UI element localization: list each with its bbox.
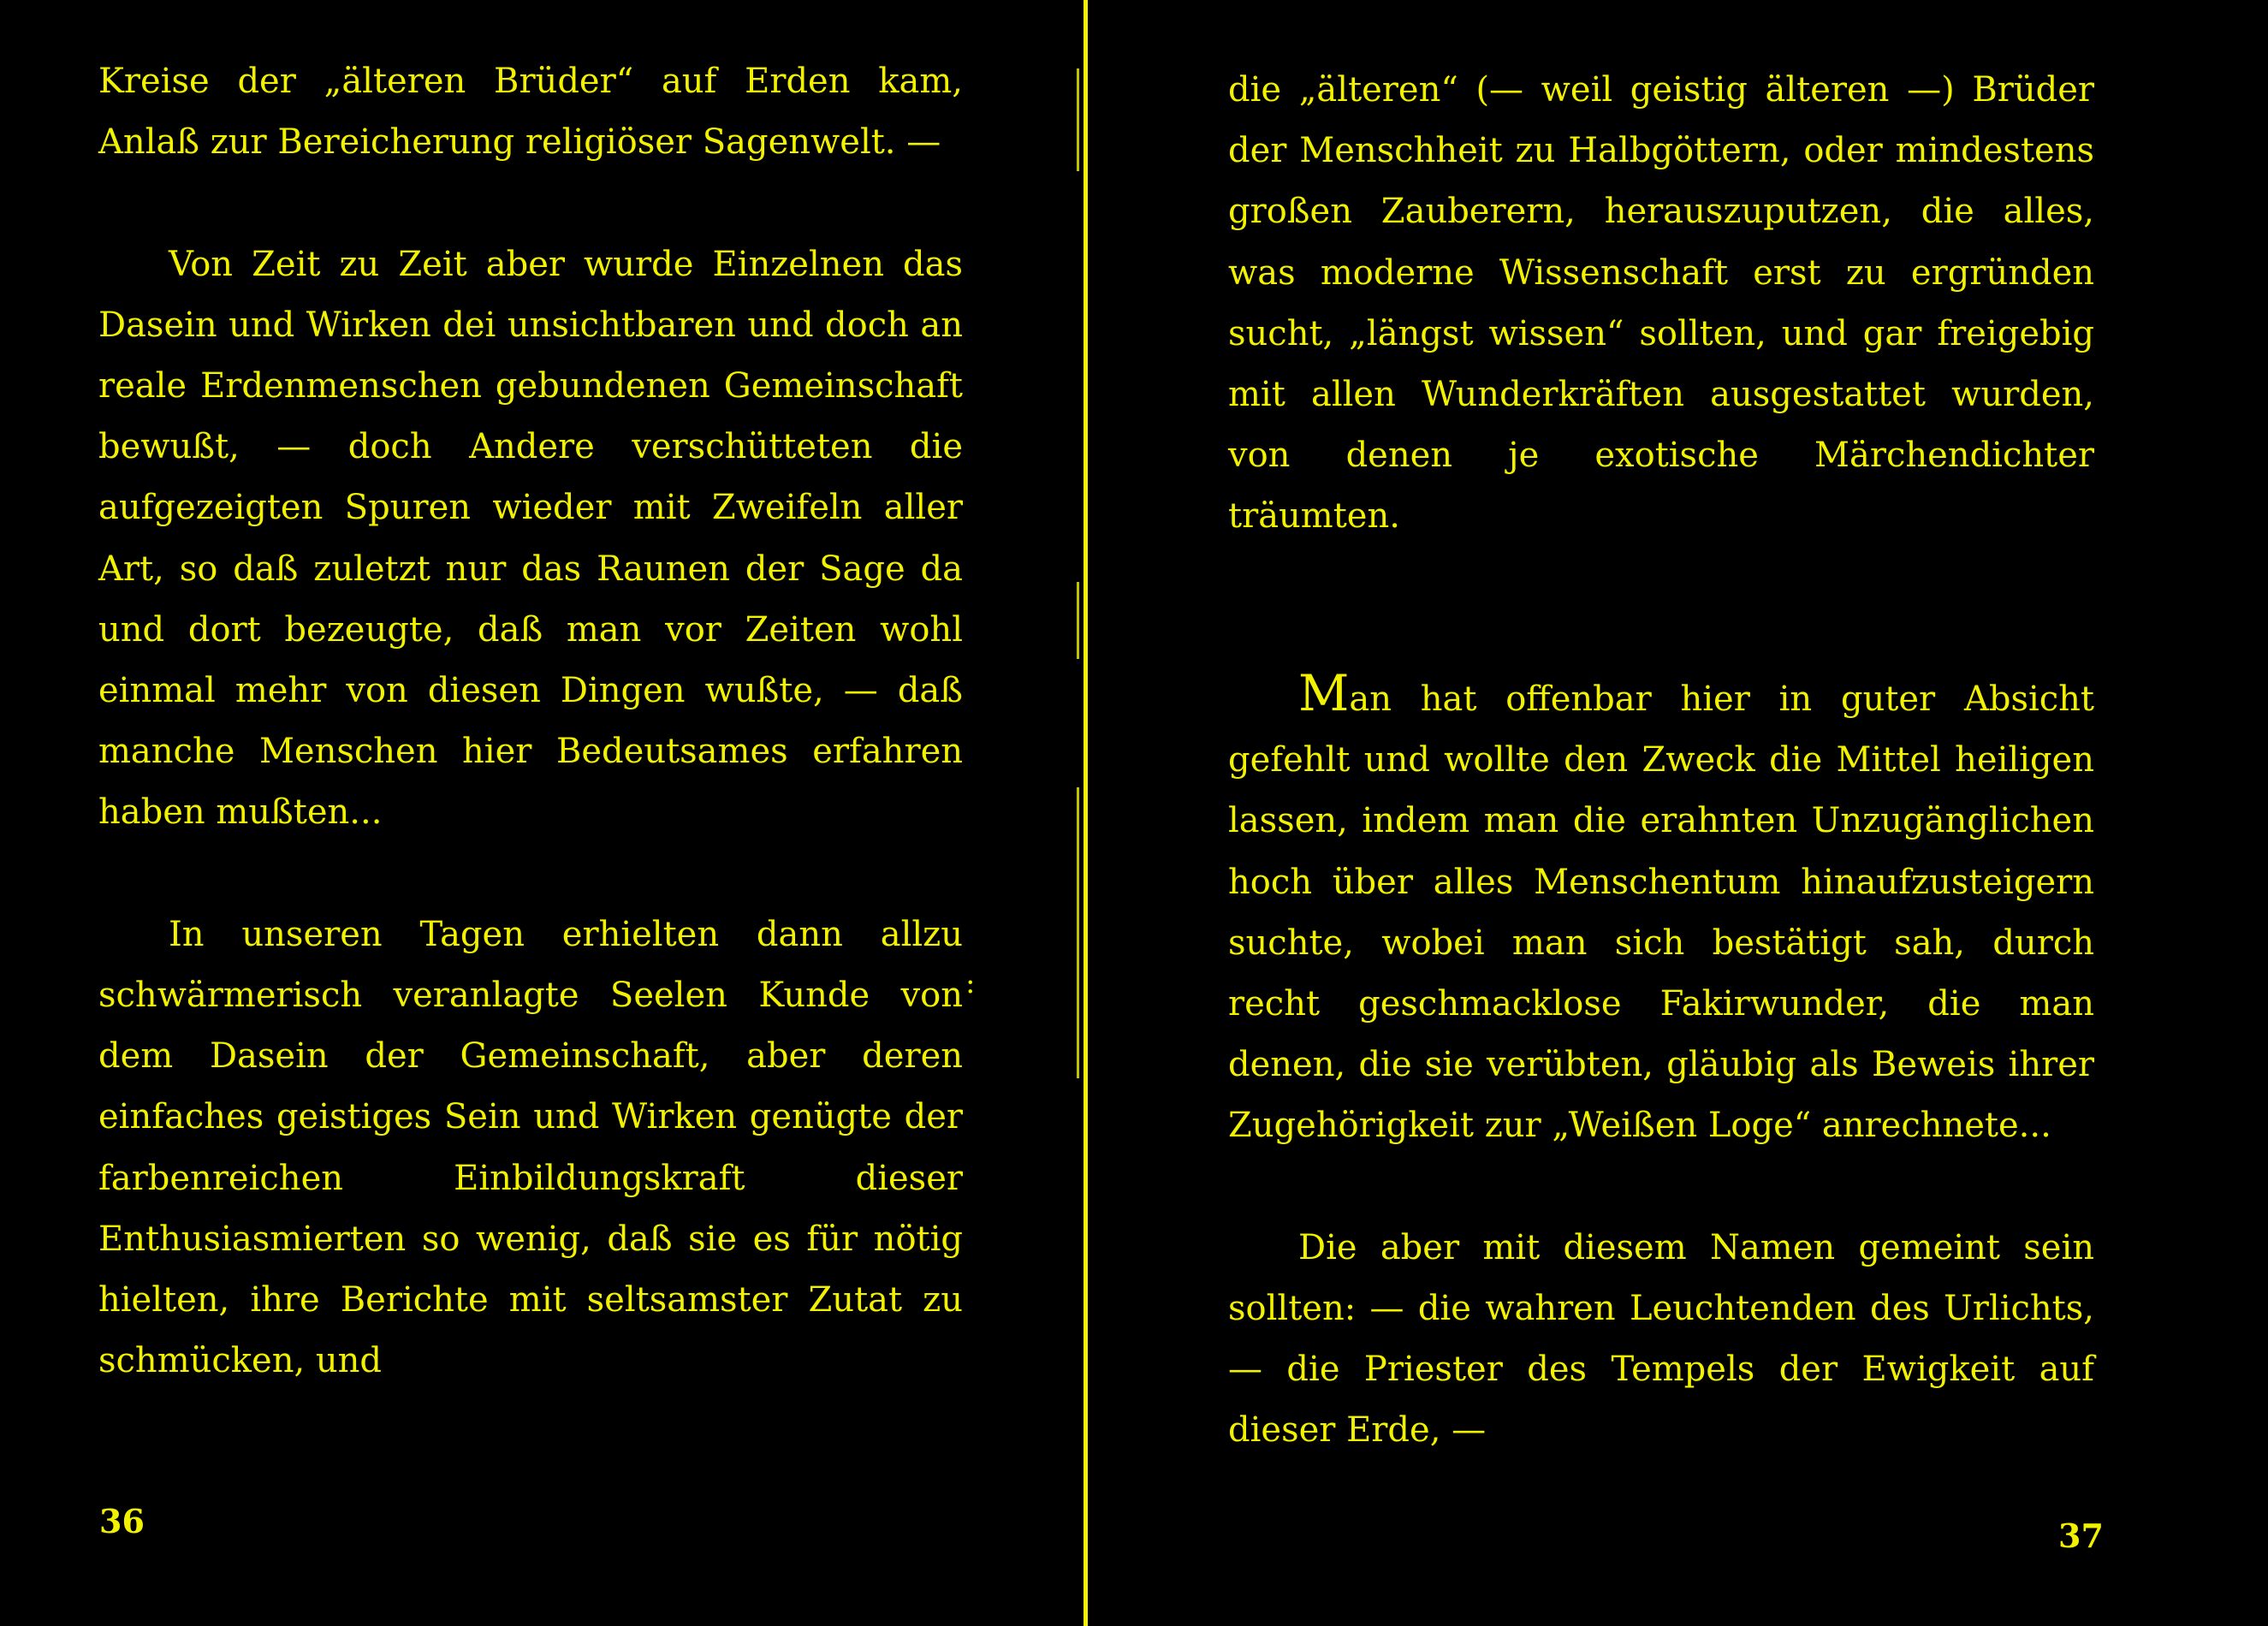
- left-paragraph-2: Von Zeit zu Zeit aber wurde Einzelnen das Dasein und Wirken dei unsichtbaren und doch an reale Erdenmenschen gebundenen Gemeinschaft bewußt, — doch Andere verschütteten die aufgezeigten Spuren wieder mit Zweifeln aller Art, so daß zuletzt nur das Raunen der Sage da und dort bezeugte, daß man vor Zeiten wohl einmal mehr von diesen Dingen wußte, — daß manche Menschen hier Bedeutsames erfahren haben mußten...: [98, 244, 963, 833]
- left-paragraph-3: In unseren Tagen erhielten dann allzu schwärmerisch veranlagte Seelen Kunde von dem Dasein der Gemeinschaft, aber deren einfaches geistiges Sein und Wirken genügte der farbenreichen Einbildungskraft dieser Enthusiasmierten so wenig, daß sie es für nötig hielten, ihre Berichte mit seltsamster Zutat zu schmücken, und: [98, 914, 963, 1381]
- right-paragraph-3: Die aber mit diesem Namen gemeint sein sollten: — die wahren Leuchtenden des Urlichts, — die Priester des Tempels der Ewigkeit auf dieser Erde, —: [1228, 1227, 2094, 1451]
- gutter-mark: [1077, 68, 1079, 171]
- dropcap-letter: M: [1298, 664, 1350, 723]
- right-page-text: [1228, 60, 2094, 1462]
- right-paragraph-2-text: an hat offenbar hier in guter Absicht gefehlt und wollte den Zweck die Mittel heiligen lassen, indem man die erahnten Unzugänglichen hoch über alles Menschentum hinaufzusteigern suchte, wobei man sich bestätigt sah, durch recht geschmacklose Fakirwunder, die man denen, die sie verübten, gläubig als Beweis ihrer Zugehörigkeit zur „Weißen Loge“ anrechnete...: [1228, 679, 2094, 1146]
- right-paragraph-2: [1228, 664, 2094, 1157]
- right-page: [1091, 0, 2268, 1626]
- gutter-mark: [1077, 582, 1079, 659]
- page-number-right: 37: [2058, 1516, 2104, 1555]
- right-paragraph-1: die „älteren“ (— weil geistig älteren —) Brüder der Menschheit zu Halbgöttern, oder mindestens großen Zauberern, herauszuputzen, die alles, was moderne Wissenschaft erst zu ergründen sucht, „längst wissen“ sollten, und gar freigebig mit allen Wunderkräften ausgestattet wurden, von denen je exotische Märchendichter träumten.: [1228, 70, 2094, 537]
- page-number-left: 36: [99, 1502, 145, 1540]
- gutter-mark: [1077, 787, 1079, 1078]
- left-paragraph-1: Kreise der „älteren Brüder“ auf Erden kam, Anlaß zur Bereicherung religiöser Sagenwelt. —: [98, 62, 963, 163]
- book-spine: [1084, 0, 1088, 1626]
- left-page: [0, 0, 1083, 1626]
- left-page-text: [98, 51, 963, 1392]
- stray-mark: :: [965, 966, 976, 1000]
